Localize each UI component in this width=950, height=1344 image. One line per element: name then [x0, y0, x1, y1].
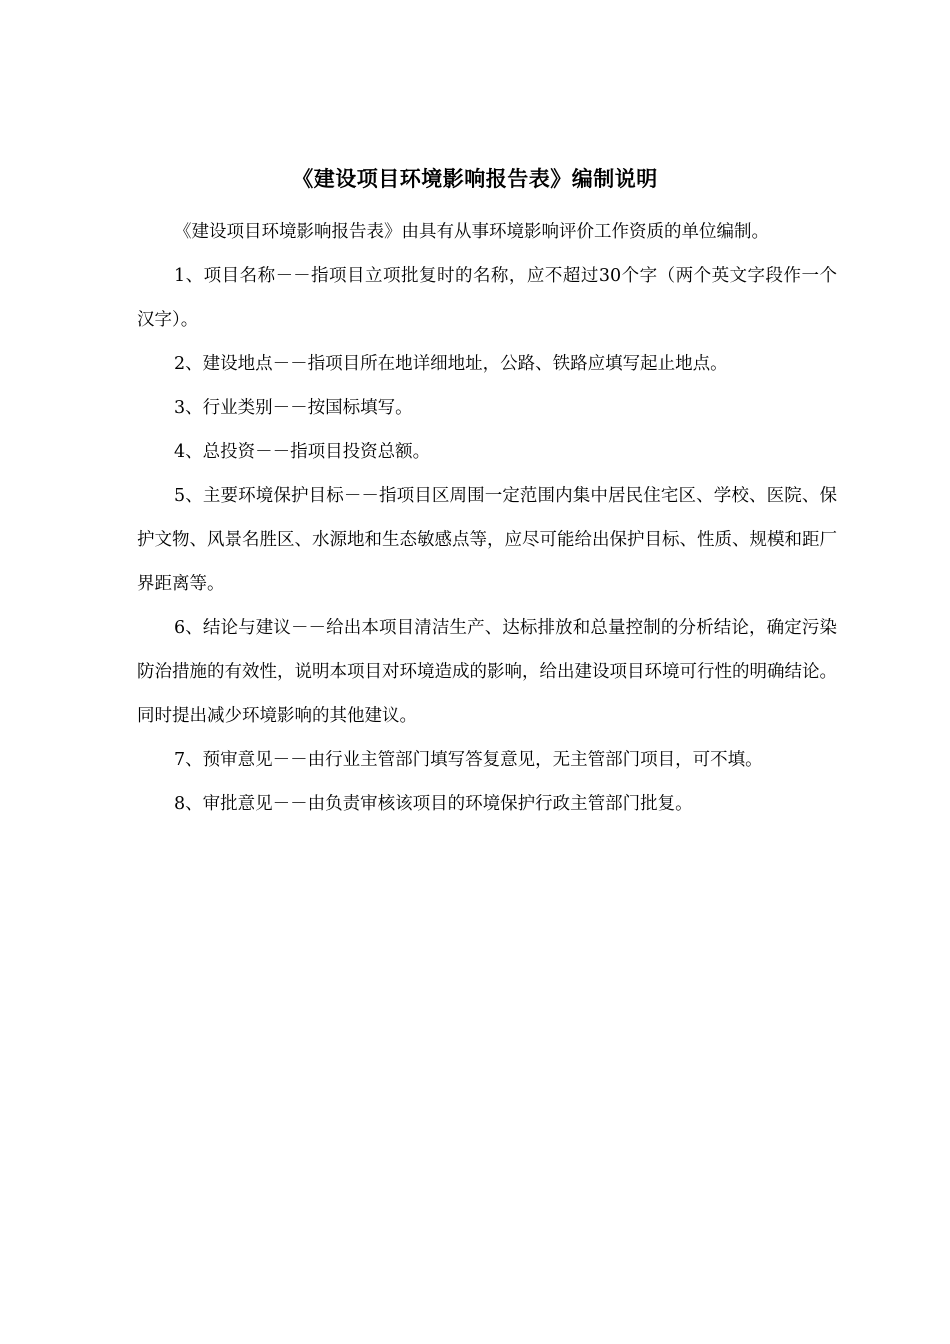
paragraph-pre-review: 7、预审意见－－由行业主管部门填写答复意见，无主管部门项目，可不填。	[174, 750, 763, 770]
paragraph-intro: 《建设项目环境影响报告表》由具有从事环境影响评价工作资质的单位编制。	[174, 222, 769, 242]
paragraph-construction-site: 2、建设地点－－指项目所在地详细地址，公路、铁路应填写起止地点。	[174, 354, 728, 374]
paragraph-total-investment: 4、总投资－－指项目投资总额。	[174, 442, 431, 462]
paragraph-conclusions: 6、结论与建议－－给出本项目清洁生产、达标排放和总量控制的分析结论，确定污染防治措施的有效性，说明本项目对环境造成的影响，给出建设项目环境可行性的明确结论。同时提出减少环境影响的其他建议。	[137, 618, 837, 726]
paragraph-approval: 8、审批意见－－由负责审核该项目的环境保护行政主管部门批复。	[174, 794, 693, 814]
document-title: 《建设项目环境影响报告表》编制说明	[292, 167, 658, 191]
paragraph-industry-category: 3、行业类别－－按国标填写。	[174, 398, 413, 418]
paragraph-project-name: 1、项目名称－－指项目立项批复时的名称，应不超过30个字（两个英文字段作一个汉字）。	[137, 266, 837, 330]
paragraph-protection-targets: 5、主要环境保护目标－－指项目区周围一定范围内集中居民住宅区、学校、医院、保护文物、风景名胜区、水源地和生态敏感点等，应尽可能给出保护目标、性质、规模和距厂界距离等。	[137, 486, 837, 594]
document-body	[137, 210, 837, 826]
